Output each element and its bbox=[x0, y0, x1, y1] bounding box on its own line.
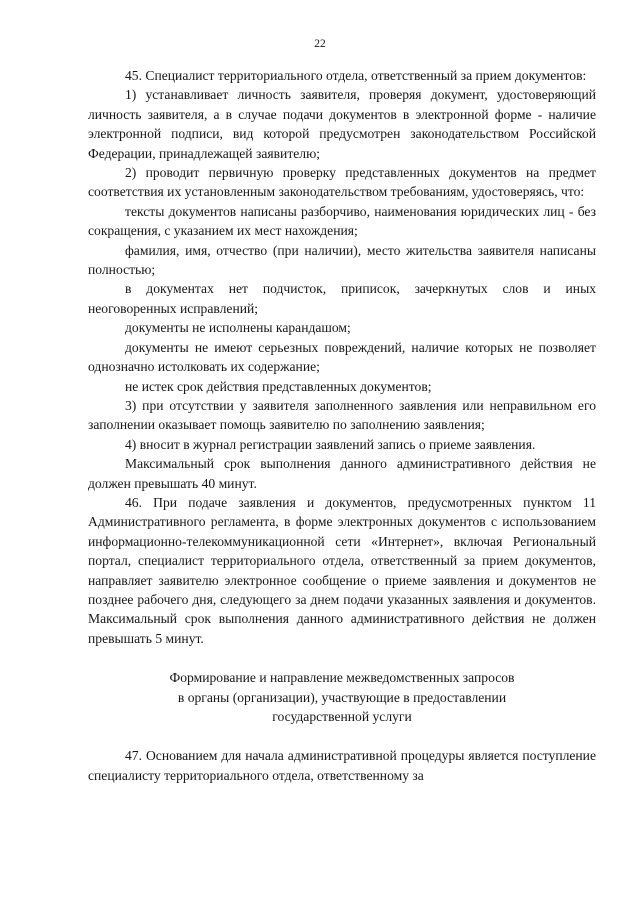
paragraph-condition-no-damage: документы не имеют серьезных повреждений, наличие которых не позволяет однозначно истолковать их содержание; bbox=[88, 339, 596, 375]
paragraph-condition-not-expired: не истек срок действия представленных документов; bbox=[125, 378, 432, 394]
paragraph-condition-no-corrections: в документах нет подчисток, приписок, зачеркнутых слов и иных неоговоренных исправлений; bbox=[88, 281, 596, 316]
paragraph-47: 47. Основанием для начала административной процедуры является поступление специалисту территориального отдела, ответственному за bbox=[88, 748, 596, 783]
section-heading-line-1: Формирование и направление межведомственных запросов bbox=[169, 670, 515, 686]
paragraph-45-item-1: 1) устанавливает личность заявителя, проверяя документ, удостоверяющий личность заявителя, а в случае подачи документов в электронной форме - наличие электронной подписи, вид которой предусмотрен законодательством Российской Федерации, принадлежащей заявителю; bbox=[88, 87, 596, 161]
paragraph-45-max-time: Максимальный срок выполнения данного административного действия не должен превышать 40 минут. bbox=[88, 456, 596, 491]
paragraph-45-item-4: 4) вносит в журнал регистрации заявлений запись о приеме заявления. bbox=[125, 436, 536, 452]
paragraph-46: 46. При подаче заявления и документов, предусмотренных пунктом 11 Административного регламента, в форме электронных документов с использованием информационно-телекоммуникационной сети «Интернет», включая Региональный портал, специалист территориального отдела, ответственный за прием документов, направляет заявителю электронное сообщение о приеме заявления и документов не позднее рабочего дня, следующего за днем подачи указанных заявления и документов. Максимальный срок выполнения данного административного действия не должен превышать 5 минут. bbox=[88, 494, 596, 646]
paragraph-45-item-3: 3) при отсутствии у заявителя заполненного заявления или неправильном его заполнении оказывает помощь заявителю по заполнению заявления; bbox=[88, 397, 596, 433]
paragraph-condition-legible: тексты документов написаны разборчиво, наименования юридических лиц - без сокращения, с указанием их мест нахождения; bbox=[88, 203, 596, 239]
paragraph-condition-no-pencil: документы не исполнены карандашом; bbox=[125, 320, 351, 336]
paragraph-condition-full-name: фамилия, имя, отчество (при наличии), место жительства заявителя написаны полностью; bbox=[88, 242, 596, 278]
section-heading-line-3: государственной услуги bbox=[272, 709, 412, 724]
section-heading bbox=[88, 668, 596, 726]
paragraph-45-item-2: 2) проводит первичную проверку представленных документов на предмет соответствия их установленным законодательством требованиям, удостоверяясь, что: bbox=[88, 165, 596, 200]
page-number: 22 bbox=[314, 38, 326, 50]
paragraph-45-intro: 45. Специалист территориального отдела, ответственный за прием документов: bbox=[125, 68, 587, 83]
document-body bbox=[88, 66, 596, 785]
section-heading-line-2: в органы (организации), участвующие в предоставлении bbox=[177, 689, 507, 705]
